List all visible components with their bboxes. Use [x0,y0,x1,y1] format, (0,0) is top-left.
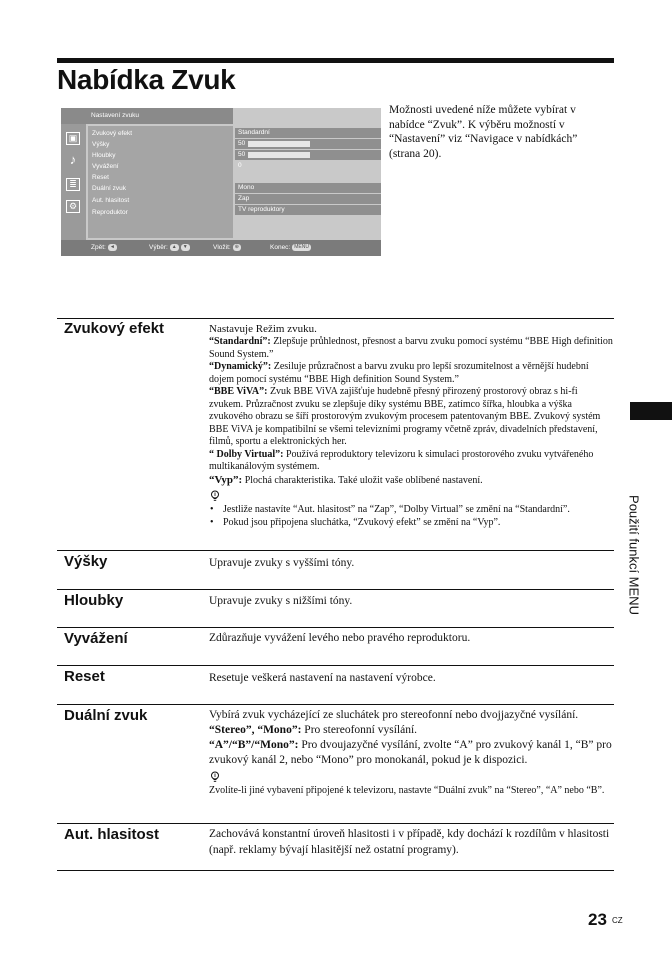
menu-value: Standardní [235,128,381,138]
picture-icon: ▣ [66,132,80,145]
intro-text: Možnosti uvedené níže můžete vybírat v nabídce “Zvuk”. K výběru možností v “Nastavení” viz “Navigace v nabídkách” (strana 20). [389,104,578,160]
note-item: Zvolíte-li jiné vybavení připojené k televizoru, nastavte “Duální zvuk” na “Stereo”, “A” nebo “B”. [209,785,605,796]
footer-select-label: Výběr: [149,244,168,252]
desc-dualni-zvuk [209,708,614,798]
term-vysky: Výšky [64,553,108,570]
features-icon: ≣ [66,178,80,191]
music-note-icon: ♪ [69,152,77,167]
option-dynamicky [209,361,614,386]
menu-header [61,108,233,124]
menu-item: Výšky [92,141,110,148]
desc-hloubky: Upravuje zvuky s nižšími tóny. [209,595,353,607]
section-divider [57,589,614,590]
desc-reset: Resetuje veškerá nastavení na nastavení výrobce. [209,672,436,684]
menu-header-label: Nastavení zvuku [91,112,140,119]
chapter-side-label-text: Použití funkcí MENU [626,495,642,615]
top-rule [57,58,614,63]
tip-lightbulb-icon [209,490,221,502]
option-bbe-viva [209,386,614,449]
menu-footer [61,240,381,256]
desc-vysky: Upravuje zvuky s vyššími tóny. [209,557,355,569]
page-language: CZ [612,916,623,925]
section-divider [57,318,614,319]
option-text: Pro stereofonní vysílání. [301,724,418,736]
slider-bar [248,152,310,158]
down-arrow-icon: ▼ [182,244,188,250]
section-divider [57,823,614,824]
slider-bar [248,141,310,147]
option-text: Plochá charakteristika. Také uložit vaše oblíbené nastavení. [242,474,483,486]
menu-item: Reproduktor [92,209,128,216]
settings-icon: ⚙ [66,200,80,213]
menu-item: Duální zvuk [92,185,126,192]
up-arrow-icon: ▲ [171,244,177,250]
chapter-side-label [620,460,648,650]
footer-enter-label: Vložit: [213,244,231,252]
option-text: Zlepšuje průhlednost, přesnost a barvu zvuku pomocí systému “BBE High definition Sound System.” [209,336,613,360]
note-item: • Pokud jsou připojena sluchátka, “Zvukový efekt” se změní na “Vyp”. [209,517,614,530]
option-text: Pro dvoujazyčné vysílání, zvolte “A” pro zvukový kanál 1, “B” pro zvukový kanál 2, nebo “Mono” pro monokanál, pokud je k dispozici. [209,739,612,766]
option-a-b-mono [209,738,614,768]
menu-item-list [88,126,233,238]
back-arrow-icon: ◄ [109,244,115,250]
option-name: “Vyp”: [209,473,243,486]
menu-value: Zap [235,194,381,204]
menu-button-icon: MENU [294,244,309,250]
option-name: “BBE ViVA”: [209,386,268,397]
term-dualni-zvuk: Duální zvuk [64,707,148,724]
section-divider [57,704,614,705]
option-text: Používá reproduktory televizoru k simulaci prostorového zvuku vytvářeného multikanálovým systémem. [209,448,594,472]
enter-icon: ⊕ [234,244,239,250]
desc-aut-hlasitost: Zachovává konstantní úroveň hlasitosti i v případě, kdy dochází k rozdílům v hlasitosti (např. reklamy bývají hlasitější než ostatní programy). [209,828,610,856]
footer-select [149,244,190,251]
section-divider [57,665,614,666]
option-stereo-mono [209,723,614,738]
option-name: “ Dolby Virtual”: [209,448,284,460]
term-reset: Reset [64,668,105,685]
menu-item: Aut. hlasitost [92,197,130,204]
menu-value: 50 [238,151,246,158]
menu-item: Vyvážení [92,163,119,170]
section-divider [57,550,614,551]
desc-lead: Vybírá zvuk vycházející ze sluchátek pro stereofonní nebo dvojjazyčné vysílání. [209,709,579,721]
menu-item: Reset [92,174,109,181]
note-item: • Jestliže nastavíte “Aut. hlasitost” na “Zap”, “Dolby Virtual” se změní na “Standardní”. [209,504,614,517]
sound-settings-menu-screenshot [61,108,381,256]
menu-item: Zvukový efekt [92,130,133,137]
footer-back-label: Zpět: [91,244,106,252]
option-text: Zesiluje průzračnost a barvu zvuku pro lepší srozumitelnost a věrnější hudební dojem pomocí systému “BBE High definition Sound System.” [209,361,589,385]
desc-vyvazeni: Zdůrazňuje vyvážení levého nebo pravého reproduktoru. [209,632,471,644]
desc-zvukovy-efekt [209,323,614,529]
page-number: 23 [588,910,607,929]
footer-exit-label: Konec: [270,244,291,252]
chapter-tab-marker [630,402,672,420]
footer-exit [270,244,311,251]
option-name: “Dynamický”: [209,361,272,372]
tip-lightbulb-icon [209,771,221,783]
option-standardni [209,336,614,361]
term-zvukovy-efekt: Zvukový efekt [64,320,165,337]
option-dolby-virtual [209,449,614,474]
menu-item: Hloubky [92,152,116,159]
term-aut-hlasitost: Aut. hlasitost [64,826,160,843]
footer-back [91,244,117,251]
option-text: Zvuk BBE ViVA zajišťuje hudebně přesný přirozený prostorový obraz s hi-fi zvukem. Průzračnost zvuku se zlepšuje díky systému BBE, zatímco šířka, hloubka a výška zvukového obrazu se šíří prostorovým zvukovým procesem patentovaným BBE. Zvukový systém BBE ViVA je kompatibilní se všemi televizními programy včetně zpráv, divadelních představení, filmů, sportu a elektronických her. [209,386,601,447]
footer-enter [213,244,241,251]
term-vyvazeni: Vyvážení [64,630,128,647]
menu-value-slider [235,150,381,160]
menu-icon-bar [61,124,86,240]
page-title: Nabídka Zvuk [57,64,236,95]
menu-value: Mono [235,183,381,193]
option-name: “Standardní”: [209,336,271,347]
option-name: “A”/“B”/“Mono”: [209,739,299,751]
menu-value-slider [235,139,381,149]
menu-value: 0 [238,162,242,169]
option-name: “Stereo”, “Mono”: [209,724,302,736]
desc-lead: Nastavuje Režim zvuku. [209,323,317,335]
section-divider [57,627,614,628]
option-vyp [209,474,614,488]
menu-value: 50 [238,140,246,147]
term-hloubky: Hloubky [64,592,124,609]
section-divider [57,870,614,871]
menu-value: TV reproduktory [235,205,381,215]
